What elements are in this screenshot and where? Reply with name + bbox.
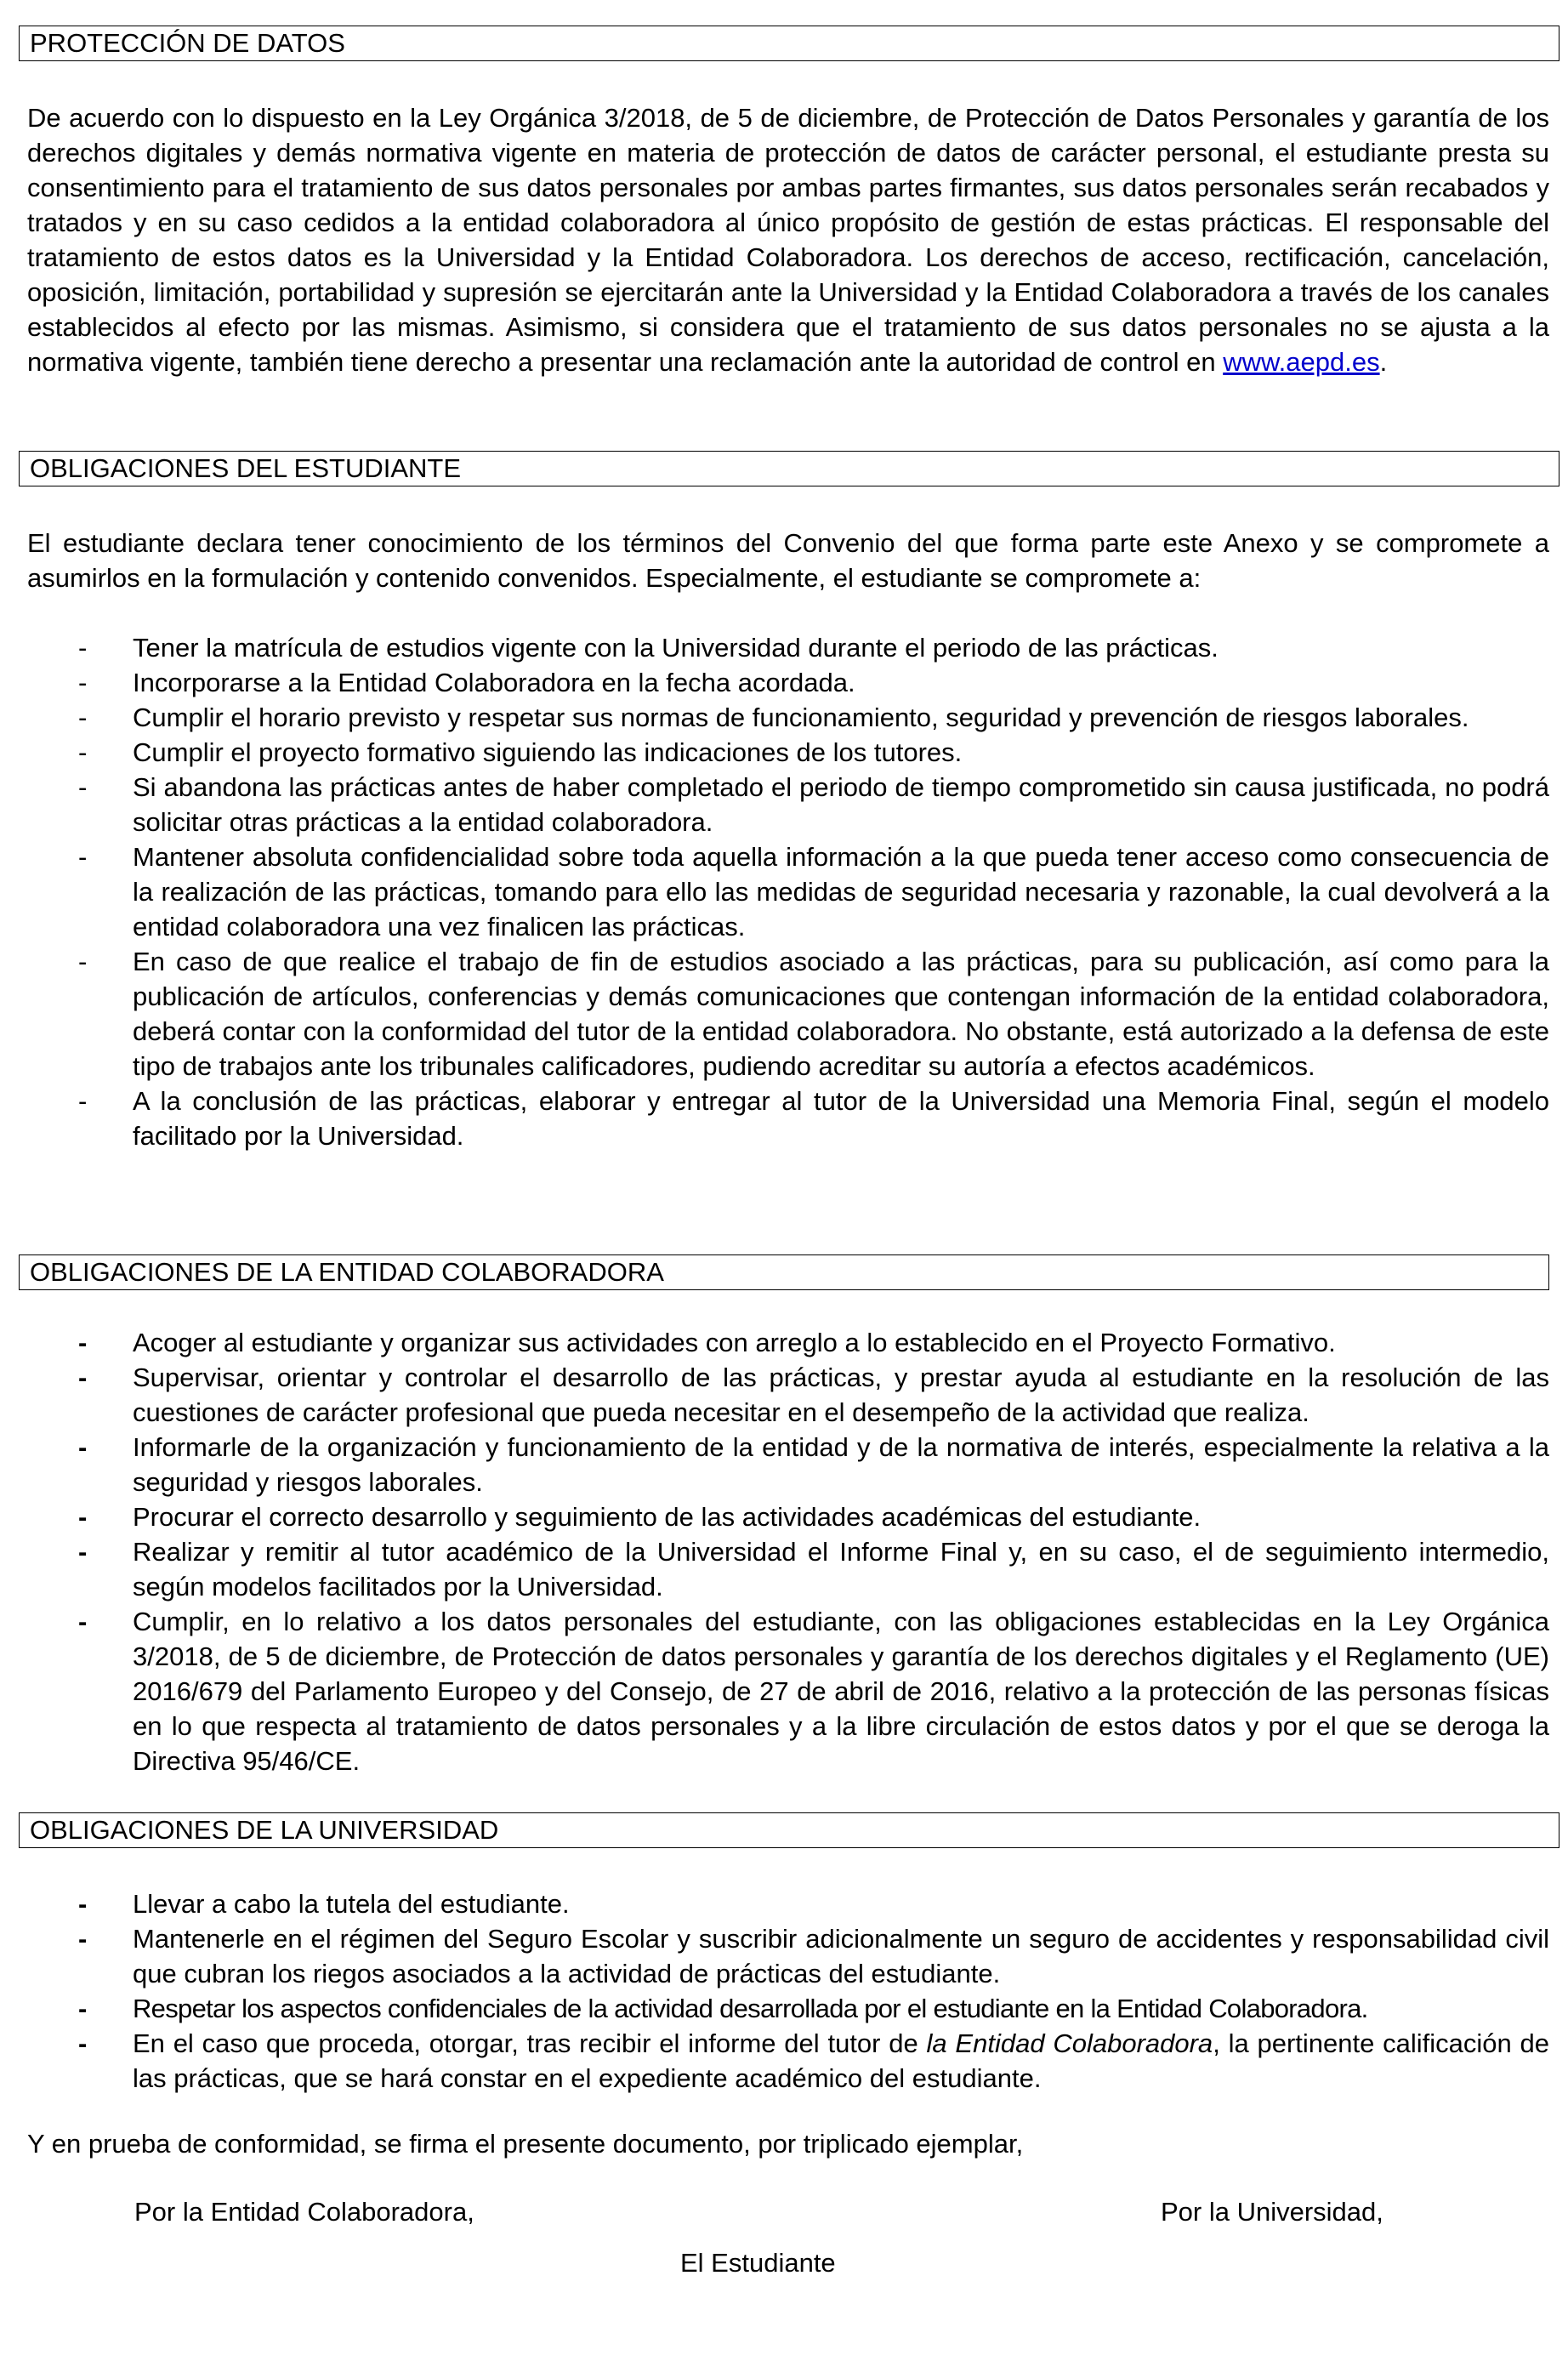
list-item-text: Realizar y remitir al tutor académico de la Universidad el Informe Final y, en su caso, el de seguimiento intermedio, según modelos facilitados por la Universidad. bbox=[133, 1537, 1549, 1601]
list-bullet: - bbox=[78, 668, 88, 697]
list-item-text-italic: la Entidad Colaboradora bbox=[926, 2028, 1213, 2058]
section-title-obligaciones-estudiante: OBLIGACIONES DEL ESTUDIANTE bbox=[19, 451, 1559, 486]
list-item bbox=[27, 1499, 1549, 1534]
proteccion-datos-paragraph bbox=[27, 100, 1549, 379]
list-item-text: Procurar el correcto desarrollo y seguimiento de las actividades académicas del estudiante. bbox=[133, 1502, 1202, 1532]
list-item bbox=[27, 1325, 1549, 1360]
signature-universidad-label: Por la Universidad, bbox=[1161, 2197, 1383, 2227]
list-item bbox=[27, 700, 1549, 735]
list-item bbox=[27, 665, 1549, 700]
universidad-obligations-list bbox=[27, 1886, 1549, 2096]
list-bullet: - bbox=[78, 1994, 87, 2023]
aepd-link[interactable]: www.aepd.es bbox=[1223, 347, 1380, 377]
section-title-obligaciones-entidad: OBLIGACIONES DE LA ENTIDAD COLABORADORA bbox=[19, 1254, 1549, 1290]
list-item bbox=[27, 1360, 1549, 1430]
signature-entidad-label: Por la Entidad Colaboradora, bbox=[134, 2197, 474, 2227]
section-title-proteccion-datos: PROTECCIÓN DE DATOS bbox=[19, 26, 1559, 61]
list-item-text: Cumplir el horario previsto y respetar sus normas de funcionamiento, seguridad y prevención de riesgos laborales. bbox=[133, 703, 1469, 732]
list-bullet: - bbox=[78, 1363, 88, 1392]
list-item bbox=[27, 1430, 1549, 1499]
section-title-obligaciones-universidad: OBLIGACIONES DE LA UNIVERSIDAD bbox=[19, 1812, 1559, 1848]
list-bullet: - bbox=[78, 1328, 88, 1357]
list-item bbox=[27, 1886, 1549, 1921]
list-item bbox=[27, 944, 1549, 1084]
list-item bbox=[27, 1084, 1549, 1153]
list-item-text: Respetar los aspectos confidenciales de la actividad desarrollada por el estudiante en la Entidad Colaboradora. bbox=[133, 1994, 1368, 2023]
list-bullet: - bbox=[78, 1537, 88, 1567]
list-item-text: Informarle de la organización y funcionamiento de la entidad y de la normativa de interés, especialmente la relativa a la seguridad y riesgos laborales. bbox=[133, 1432, 1549, 1497]
list-item bbox=[27, 1921, 1549, 1991]
list-bullet: - bbox=[78, 842, 88, 872]
list-item bbox=[27, 1604, 1549, 1778]
list-item-text: Incorporarse a la Entidad Colaboradora en la fecha acordada. bbox=[133, 668, 855, 697]
entidad-obligations-list bbox=[27, 1325, 1549, 1778]
list-item-text: En caso de que realice el trabajo de fin de estudios asociado a las prácticas, para su publicación, así como para la publicación de artículos, conferencias y demás comunicaciones que contengan información de la entidad colaboradora, deberá contar con la conformidad del tutor de la entidad colaboradora. No obstante, está autorizado a la defensa de este tipo de trabajos ante los tribunales calificadores, pudiendo acreditar su autoría a efectos académicos. bbox=[133, 947, 1549, 1081]
list-item bbox=[27, 1534, 1549, 1604]
list-item bbox=[27, 839, 1549, 944]
list-bullet: - bbox=[78, 1889, 88, 1919]
list-item-text: Acoger al estudiante y organizar sus actividades con arreglo a lo establecido en el Proyecto Formativo. bbox=[133, 1328, 1336, 1357]
list-bullet: - bbox=[78, 2028, 88, 2058]
list-bullet: - bbox=[78, 1924, 88, 1954]
list-item-text: Cumplir, en lo relativo a los datos personales del estudiante, con las obligaciones establecidas en la Ley Orgánica 3/2018, de 5 de diciembre, de Protección de datos personales y garantía de los derechos digitales y el Reglamento (UE) 2016/679 del Parlamento Europeo y del Consejo, de 27 de abril de 2016, relativo a la protección de las personas físicas en lo que respecta al tratamiento de datos personales y a la libre circulación de estos datos y por el que se deroga la Directiva 95/46/CE. bbox=[133, 1607, 1549, 1776]
list-item bbox=[27, 630, 1549, 665]
list-item bbox=[27, 2026, 1549, 2096]
list-bullet: - bbox=[78, 1502, 88, 1532]
list-bullet: - bbox=[78, 1432, 88, 1462]
list-item-text: , la pertinente calificación de las prácticas, que se hará constar en el expediente académico del estudiante. bbox=[133, 2028, 1550, 2093]
list-item-text: Llevar a cabo la tutela del estudiante. bbox=[133, 1889, 570, 1919]
proteccion-text-end: . bbox=[1379, 347, 1388, 377]
list-bullet: - bbox=[78, 633, 88, 663]
list-bullet: - bbox=[78, 772, 88, 802]
list-item bbox=[27, 1991, 1549, 2026]
signature-estudiante-label: El Estudiante bbox=[680, 2248, 836, 2278]
list-item-text: A la conclusión de las prácticas, elaborar y entregar al tutor de la Universidad una Memoria Final, según el modelo facilitado por la Universidad. bbox=[133, 1086, 1549, 1151]
list-item-text: Cumplir el proyecto formativo siguiendo las indicaciones de los tutores. bbox=[133, 737, 963, 767]
estudiante-obligations-list bbox=[27, 630, 1549, 1153]
list-bullet: - bbox=[78, 1607, 88, 1636]
list-bullet: - bbox=[78, 947, 88, 976]
list-bullet: - bbox=[78, 703, 88, 732]
list-item bbox=[27, 770, 1549, 839]
list-bullet: - bbox=[78, 1086, 88, 1116]
estudiante-intro: El estudiante declara tener conocimiento de los términos del Convenio del que forma parte este Anexo y se compromete a asumirlos en la formulación y contenido convenidos. Especialmente, el estudiante se compromete a: bbox=[27, 528, 1549, 593]
closing-statement: Y en prueba de conformidad, se firma el presente documento, por triplicado ejemplar, bbox=[27, 2129, 1024, 2159]
list-item-text: Mantener absoluta confidencialidad sobre toda aquella información a la que pueda tener acceso como consecuencia de la realización de las prácticas, tomando para ello las medidas de seguridad necesaria y razonable, la cual devolverá a la entidad colaboradora una vez finalicen las prácticas. bbox=[133, 842, 1549, 942]
list-item-text: En el caso que proceda, otorgar, tras recibir el informe del tutor de bbox=[133, 2028, 927, 2058]
list-item-text: Si abandona las prácticas antes de haber completado el periodo de tiempo comprometido sin causa justificada, no podrá solicitar otras prácticas a la entidad colaboradora. bbox=[133, 772, 1549, 837]
list-item-text: Tener la matrícula de estudios vigente con la Universidad durante el periodo de las prácticas. bbox=[133, 633, 1219, 663]
proteccion-text: De acuerdo con lo dispuesto en la Ley Orgánica 3/2018, de 5 de diciembre, de Protección de Datos Personales y garantía de los derechos digitales y demás normativa vigente en materia de protección de datos de carácter personal, el estudiante presta su consentimiento para el tratamiento de sus datos personales por ambas partes firmantes, sus datos personales serán recabados y tratados y en su caso cedidos a la entidad colaboradora al único propósito de gestión de estas prácticas. El responsable del tratamiento de estos datos es la Universidad y la Entidad Colaboradora. Los derechos de acceso, rectificación, cancelación, oposición, limitación, portabilidad y supresión se ejercitarán ante la Universidad y la Entidad Colaboradora a través de los canales establecidos al efecto por las mismas. Asimismo, si considera que el tratamiento de sus datos personales no se ajusta a la normativa vigente, también tiene derecho a presentar una reclamación ante la autoridad de control en bbox=[27, 103, 1549, 377]
list-bullet: - bbox=[78, 737, 88, 767]
list-item-text: Supervisar, orientar y controlar el desarrollo de las prácticas, y prestar ayuda al estudiante en la resolución de las cuestiones de carácter profesional que pueda necesitar en el desempeño de la actividad que realiza. bbox=[133, 1363, 1549, 1427]
list-item bbox=[27, 735, 1549, 770]
list-item-text: Mantenerle en el régimen del Seguro Escolar y suscribir adicionalmente un seguro de accidentes y responsabilidad civil que cubran los riegos asociados a la actividad de prácticas del estudiante. bbox=[133, 1924, 1549, 1988]
